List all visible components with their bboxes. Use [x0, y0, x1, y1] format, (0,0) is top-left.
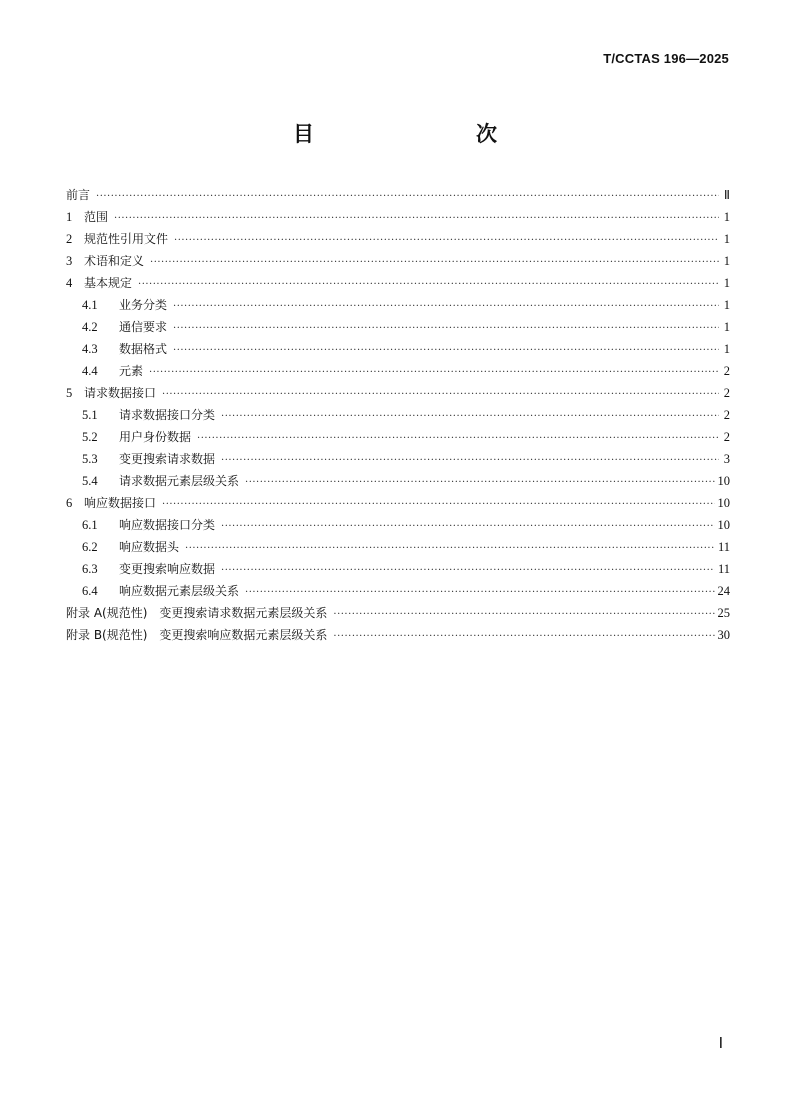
toc-entry-label: 通信要求: [119, 320, 168, 334]
toc-dot-leader: [221, 450, 719, 472]
toc-entry-label: 附录 B(规范性) 变更搜索响应数据元素层级关系: [66, 628, 328, 642]
toc-entry[interactable]: [66, 228, 730, 250]
toc-entry-number: 5.4: [82, 474, 98, 488]
toc-entry-page: 2: [723, 386, 730, 400]
toc-entry-number: 5.1: [82, 408, 98, 422]
toc-dot-leader: [221, 406, 719, 428]
toc-entry[interactable]: [66, 624, 730, 646]
toc-entry-number: 3: [66, 254, 73, 268]
toc-entry-label: 请求数据元素层级关系: [119, 474, 240, 488]
toc-entry-label: 前言: [66, 188, 91, 202]
toc-entry-page: 1: [723, 342, 730, 356]
toc-dot-leader: [149, 362, 719, 384]
toc-entry-number: 6.4: [82, 584, 98, 598]
toc-dot-leader: [138, 274, 719, 296]
toc-dot-leader: [197, 428, 719, 450]
toc-entry-number: 2: [66, 232, 73, 246]
toc-dot-leader: [185, 538, 715, 560]
toc-entry[interactable]: [66, 184, 730, 206]
toc-entry-page: 10: [717, 496, 730, 510]
toc-entry-label: 业务分类: [119, 298, 168, 312]
toc-entry-page: 11: [717, 562, 730, 576]
toc-entry-page: 1: [723, 320, 730, 334]
toc-entry-label: 范围: [84, 210, 109, 224]
toc-entry-page: 1: [723, 254, 730, 268]
toc-entry-number: 6.1: [82, 518, 98, 532]
toc-entry-page: 25: [717, 606, 730, 620]
toc-entry-page: 10: [717, 518, 730, 532]
toc-entry-page: 2: [723, 408, 730, 422]
toc-entry-number: 5: [66, 386, 73, 400]
toc-entry-number: 5.2: [82, 430, 98, 444]
toc-entry-number: 4.2: [82, 320, 98, 334]
toc-entry-label: 术语和定义: [84, 254, 145, 268]
page-title: 目 次: [293, 122, 537, 146]
toc-entry-page: 1: [723, 298, 730, 312]
toc-dot-leader: [333, 626, 714, 648]
toc-dot-leader: [333, 604, 714, 626]
toc-entry-page: 24: [717, 584, 730, 598]
toc-entry-page: 1: [723, 276, 730, 290]
toc-entry-number: 6: [66, 496, 73, 510]
toc-dot-leader: [162, 494, 714, 516]
toc-entry-page: 1: [723, 210, 730, 224]
toc-dot-leader: [245, 472, 714, 494]
toc-entry[interactable]: [66, 426, 730, 448]
toc-entry[interactable]: [66, 470, 730, 492]
toc-dot-leader: [245, 582, 714, 604]
toc-entry-label: 请求数据接口分类: [119, 408, 216, 422]
toc-dot-leader: [162, 384, 719, 406]
toc-entry-label: 响应数据接口: [84, 496, 157, 510]
toc-entry-number: 4.1: [82, 298, 98, 312]
toc-entry-number: 6.2: [82, 540, 98, 554]
toc-dot-leader: [173, 296, 719, 318]
toc-entry-label: 附录 A(规范性) 变更搜索请求数据元素层级关系: [66, 606, 328, 620]
toc-entry[interactable]: [66, 492, 730, 514]
toc-entry-page: 2: [723, 364, 730, 378]
toc-entry-label: 请求数据接口: [84, 386, 157, 400]
toc-dot-leader: [221, 516, 714, 538]
toc-entry[interactable]: [66, 404, 730, 426]
toc-entry-number: 1: [66, 210, 73, 224]
toc-entry-page: 3: [723, 452, 730, 466]
toc-entry[interactable]: [66, 514, 730, 536]
toc-entry[interactable]: [66, 206, 730, 228]
toc-entry[interactable]: [66, 250, 730, 272]
table-of-contents: [66, 184, 730, 646]
toc-entry[interactable]: [66, 272, 730, 294]
toc-entry-label: 数据格式: [119, 342, 168, 356]
toc-entry-label: 变更搜索请求数据: [119, 452, 216, 466]
toc-entry[interactable]: [66, 558, 730, 580]
toc-entry-page: Ⅱ: [723, 188, 730, 202]
toc-dot-leader: [150, 252, 719, 274]
page-number: Ⅰ: [718, 1036, 723, 1052]
toc-entry-page: 2: [723, 430, 730, 444]
toc-dot-leader: [173, 318, 719, 340]
toc-dot-leader: [96, 186, 719, 208]
toc-entry[interactable]: [66, 580, 730, 602]
toc-dot-leader: [173, 340, 719, 362]
toc-entry-number: 4.3: [82, 342, 98, 356]
toc-dot-leader: [174, 230, 719, 252]
toc-entry[interactable]: [66, 382, 730, 404]
toc-entry-number: 4.4: [82, 364, 98, 378]
toc-entry-label: 用户身份数据: [119, 430, 192, 444]
toc-entry-label: 响应数据头: [119, 540, 180, 554]
toc-entry-page: 10: [717, 474, 730, 488]
toc-entry[interactable]: [66, 294, 730, 316]
toc-entry-label: 基本规定: [84, 276, 133, 290]
toc-entry[interactable]: [66, 338, 730, 360]
toc-entry[interactable]: [66, 316, 730, 338]
toc-entry-page: 1: [723, 232, 730, 246]
toc-entry[interactable]: [66, 360, 730, 382]
toc-entry-label: 响应数据接口分类: [119, 518, 216, 532]
toc-entry-page: 30: [717, 628, 730, 642]
toc-entry[interactable]: [66, 536, 730, 558]
toc-entry[interactable]: [66, 448, 730, 470]
toc-entry-number: 4: [66, 276, 73, 290]
toc-entry-label: 变更搜索响应数据: [119, 562, 216, 576]
standard-number: T/CCTAS 196—2025: [603, 51, 729, 66]
toc-entry-number: 6.3: [82, 562, 98, 576]
toc-entry[interactable]: [66, 602, 730, 624]
toc-entry-label: 响应数据元素层级关系: [119, 584, 240, 598]
toc-entry-label: 元素: [119, 364, 144, 378]
toc-entry-page: 11: [717, 540, 730, 554]
toc-entry-label: 规范性引用文件: [84, 232, 169, 246]
toc-dot-leader: [114, 208, 719, 230]
toc-dot-leader: [221, 560, 715, 582]
toc-entry-number: 5.3: [82, 452, 98, 466]
